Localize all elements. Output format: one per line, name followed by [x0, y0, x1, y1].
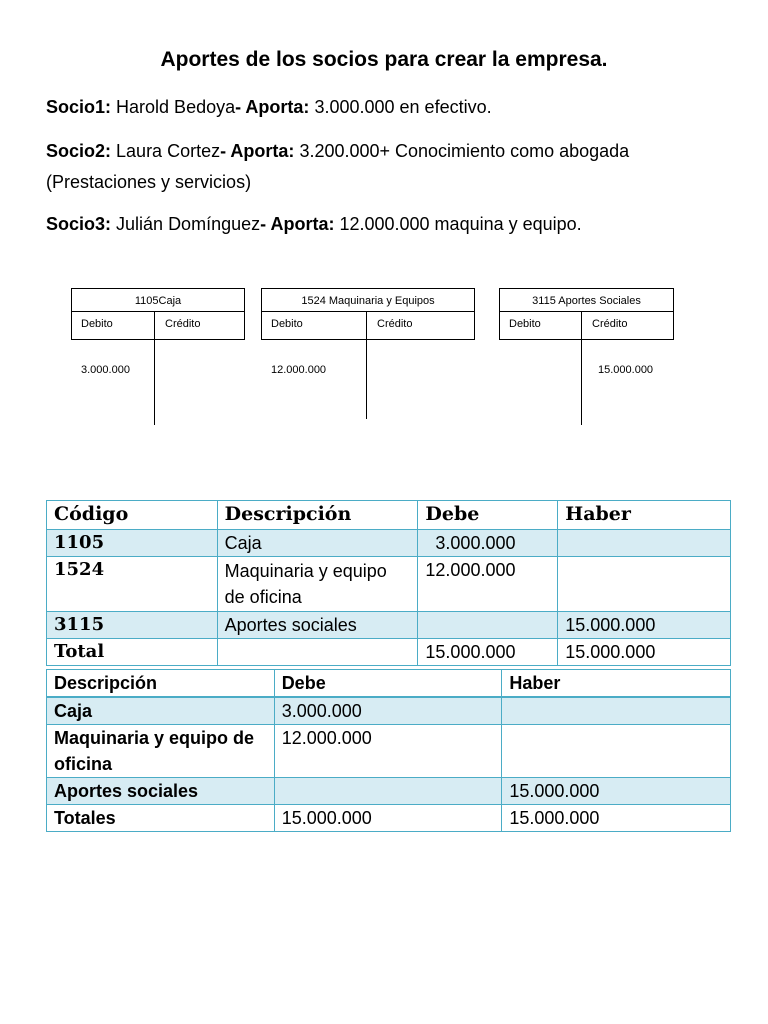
t-account-title: 3115 Aportes Sociales: [499, 288, 674, 312]
haber-value: [502, 697, 731, 725]
debe-total: 15.000.000: [274, 805, 502, 832]
debe-value: 12.000.000: [274, 725, 502, 778]
haber-value: [558, 530, 731, 557]
summary-description: Aportes sociales: [47, 778, 275, 805]
debit-amount: 12.000.000: [271, 364, 327, 376]
haber-value: [558, 557, 731, 612]
page-title: Aportes de los socios para crear la empresa.: [160, 48, 608, 71]
partner-1-line: [46, 92, 492, 122]
debe-value: 3.000.000: [274, 697, 502, 725]
debe-value: [274, 778, 502, 805]
debit-label: Debito: [509, 318, 541, 330]
t-account-caja: [71, 288, 245, 428]
t-account-title: 1524 Maquinaria y Equipos: [261, 288, 475, 312]
t-account-columns: [71, 312, 245, 340]
aporta-label: - Aporta:: [235, 97, 310, 117]
journal-table: [46, 500, 731, 666]
credit-label: Crédito: [377, 318, 413, 330]
debit-label: Debito: [271, 318, 303, 330]
column-header: Código: [47, 501, 218, 530]
haber-total: 15.000.000: [502, 805, 731, 832]
table-row: [47, 697, 731, 725]
t-account-columns: [499, 312, 674, 340]
account-code: 3115: [47, 612, 218, 639]
credit-label: Crédito: [165, 318, 201, 330]
table-row: [47, 530, 731, 557]
account-description: Caja: [217, 530, 418, 557]
debe-value: 12.000.000: [418, 557, 558, 612]
column-header: Descripción: [217, 501, 418, 530]
table-row: [47, 778, 731, 805]
summary-header-row: [47, 670, 731, 698]
table-row: [47, 725, 731, 778]
summary-description: Caja: [47, 697, 275, 725]
column-header: Descripción: [47, 670, 275, 698]
t-account-divider: [581, 312, 582, 425]
summary-description: Maquinaria y equipo de oficina: [47, 725, 275, 778]
column-header: Debe: [418, 501, 558, 530]
debit-amount: 3.000.000: [81, 364, 130, 376]
partner-name: Laura Cortez: [116, 141, 221, 161]
account-code: 1105: [47, 530, 218, 557]
column-header: Debe: [274, 670, 502, 698]
aporta-label: - Aporta:: [220, 141, 295, 161]
haber-total: 15.000.000: [558, 639, 731, 666]
table-row: [47, 612, 731, 639]
account-description: Aportes sociales: [217, 612, 418, 639]
credit-amount: 15.000.000: [598, 364, 654, 376]
credit-label: Crédito: [592, 318, 628, 330]
t-account-title: 1105Caja: [71, 288, 245, 312]
t-account-aportes: [499, 288, 674, 428]
debe-value: [418, 612, 558, 639]
partner-name: Harold Bedoya: [116, 97, 236, 117]
haber-value: [502, 725, 731, 778]
partner-2-line-2: (Prestaciones y servicios): [46, 172, 252, 192]
t-account-maquinaria: [261, 288, 475, 428]
haber-value: 15.000.000: [502, 778, 731, 805]
summary-table: [46, 669, 731, 832]
partner-label: Socio1:: [46, 97, 112, 117]
t-account-divider: [366, 312, 367, 419]
partner-label: Socio3:: [46, 214, 112, 234]
empty-cell: [217, 639, 418, 666]
account-code: 1524: [47, 557, 218, 612]
aporta-label: - Aporta:: [260, 214, 335, 234]
total-row: [47, 639, 731, 666]
total-row: [47, 805, 731, 832]
t-account-divider: [154, 312, 155, 425]
partner-3-line: [46, 209, 582, 239]
partner-label: Socio2:: [46, 141, 112, 161]
partner-contribution: 3.000.000 en efectivo.: [314, 97, 492, 117]
journal-header-row: [47, 501, 731, 530]
debit-label: Debito: [81, 318, 113, 330]
partner-2-line: [46, 136, 629, 166]
partner-contribution: 3.200.000+ Conocimiento como abogada: [299, 141, 630, 161]
account-description: Maquinaria y equipo de oficina: [217, 557, 418, 612]
column-header: Haber: [502, 670, 731, 698]
partner-contribution: 12.000.000 maquina y equipo.: [339, 214, 582, 234]
haber-value: 15.000.000: [558, 612, 731, 639]
column-header: Haber: [558, 501, 731, 530]
partner-name: Julián Domínguez: [116, 214, 261, 234]
table-row: [47, 557, 731, 612]
total-label: Total: [47, 639, 218, 666]
t-account-columns: [261, 312, 475, 340]
debe-value: 3.000.000: [418, 530, 558, 557]
debe-total: 15.000.000: [418, 639, 558, 666]
total-label: Totales: [47, 805, 275, 832]
